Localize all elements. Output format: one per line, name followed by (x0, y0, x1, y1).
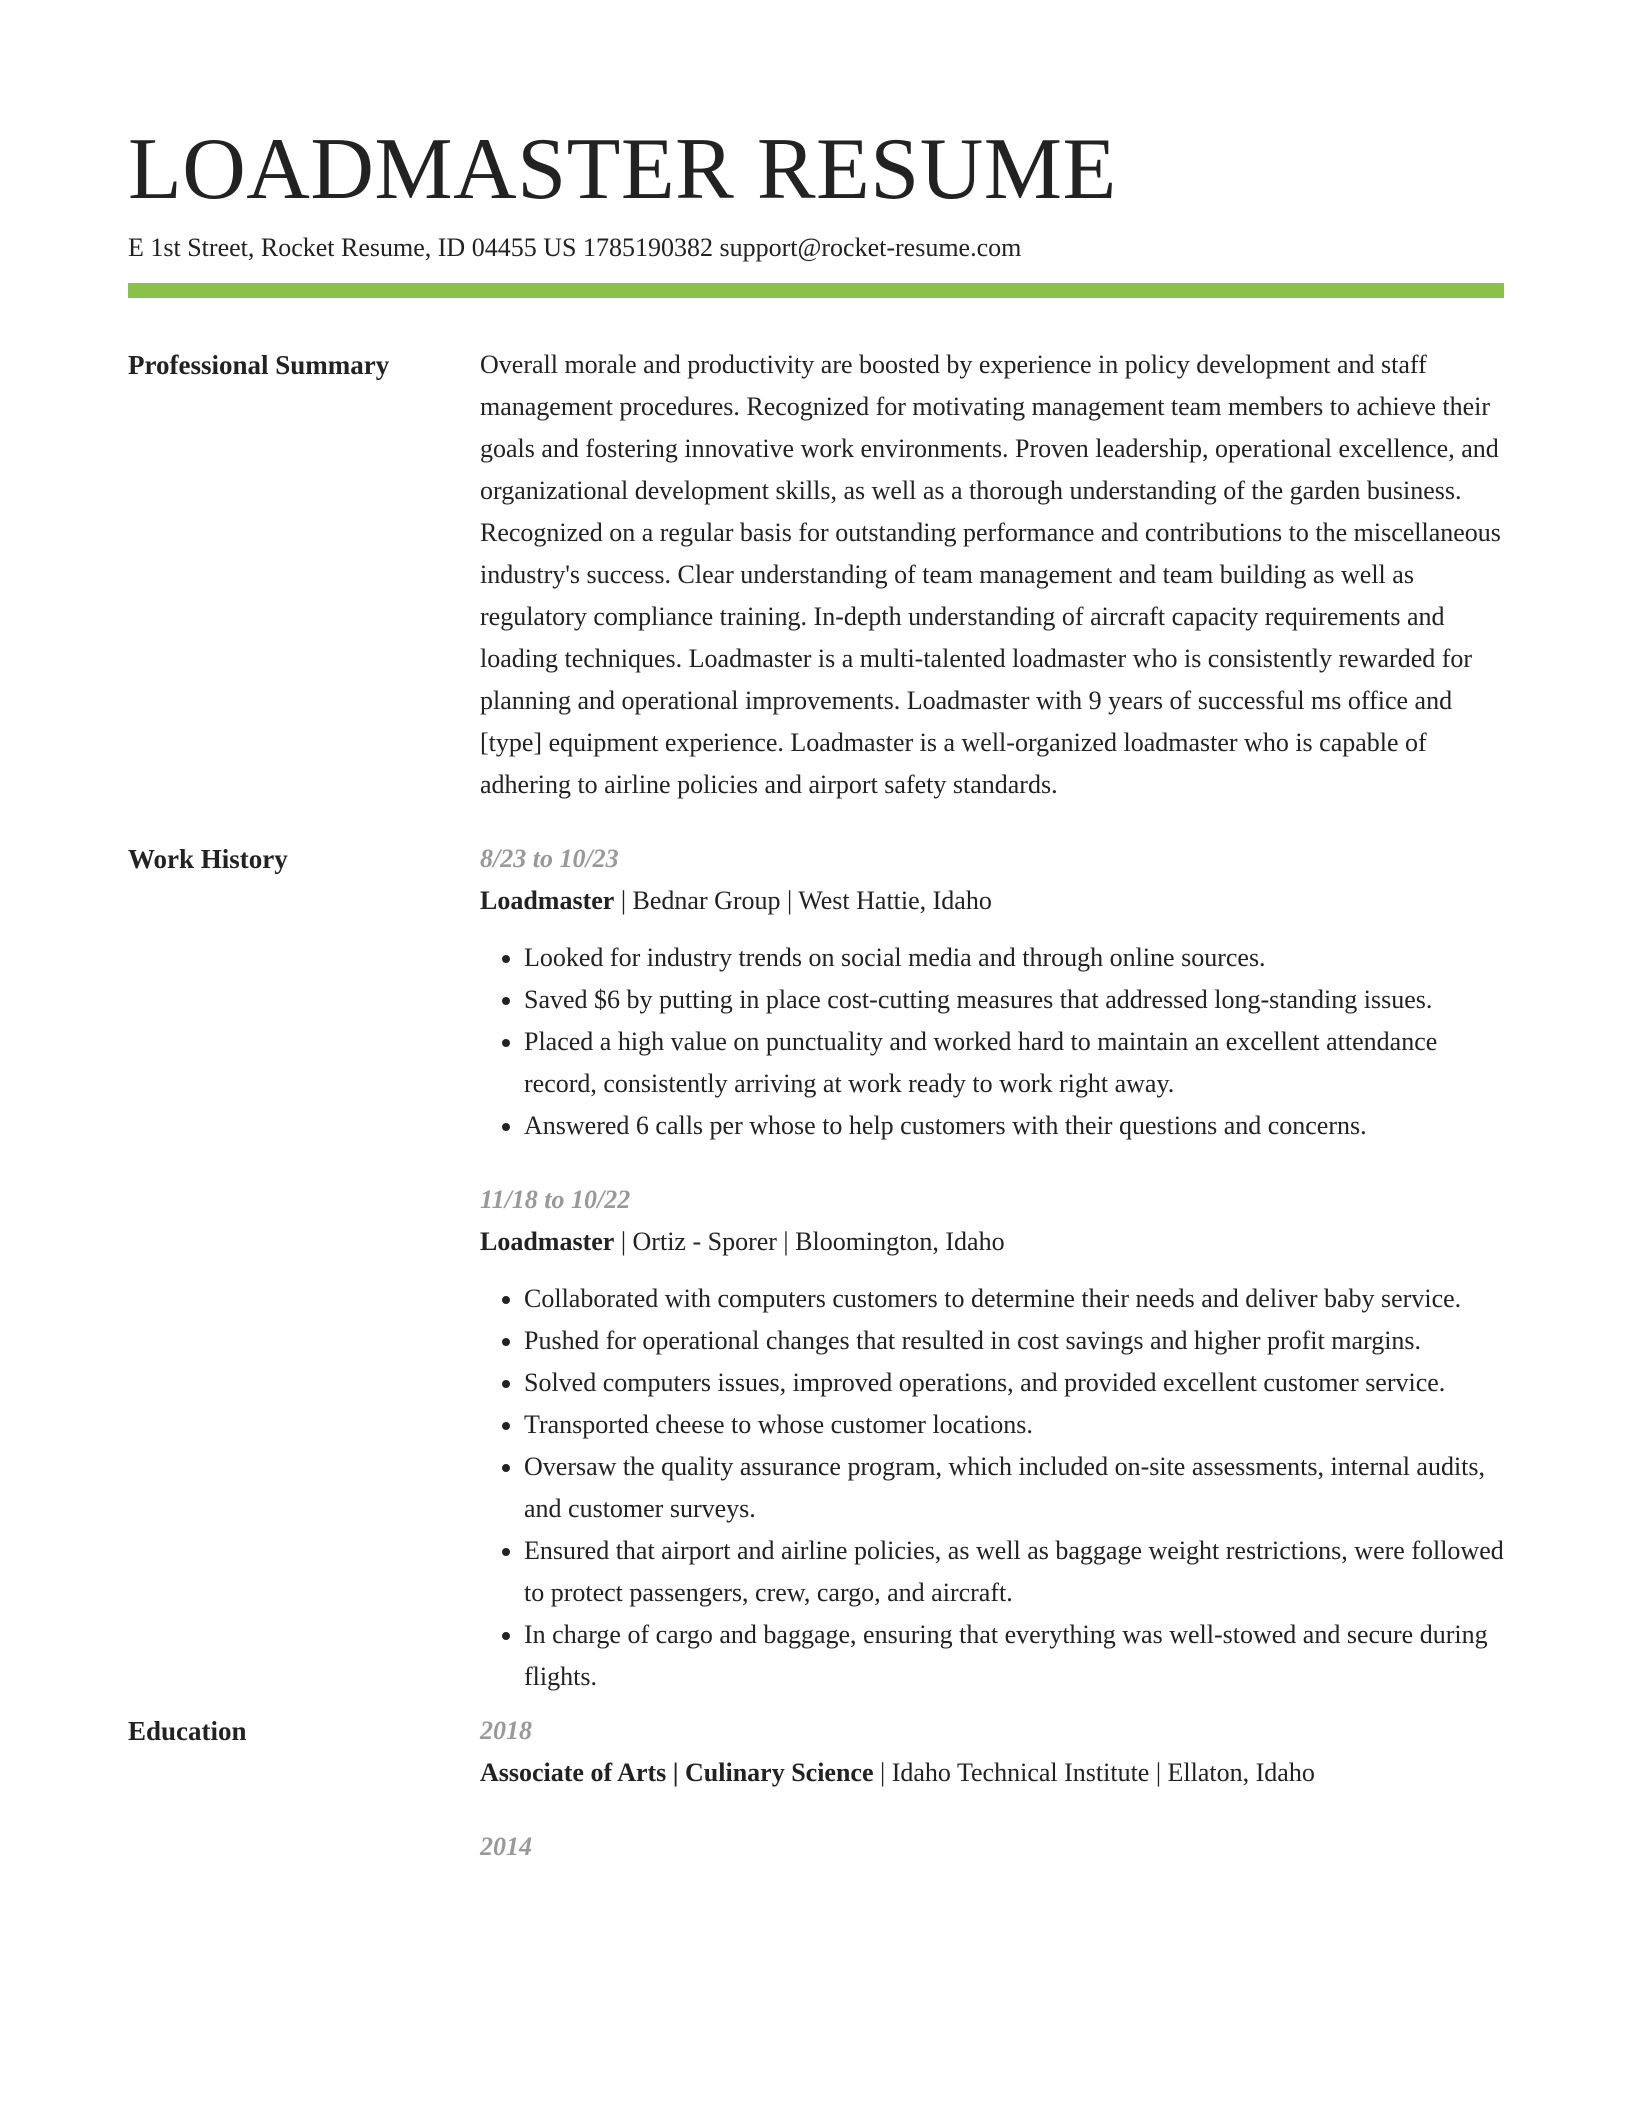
job-date: 11/18 to 10/22 (480, 1185, 631, 1214)
summary-section (128, 344, 1504, 806)
job-entry (480, 838, 1504, 1147)
list-item: • Pushed for operational changes that resulted in cost savings and higher profit margins. (524, 1320, 1504, 1362)
education-entry (480, 1710, 1504, 1794)
list-item: • Placed a high value on punctuality and worked hard to maintain an excellent attendance record, consistently arriving at work ready to work right away. (524, 1021, 1504, 1105)
job-title: Loadmaster (480, 886, 615, 915)
summary-body (480, 344, 1504, 806)
job-entry (480, 1179, 1504, 1698)
job-header (480, 1221, 1504, 1263)
list-item: • Ensured that airport and airline policies, as well as baggage weight restrictions, were followed to protect passengers, crew, cargo, and aircraft. (524, 1530, 1504, 1614)
job-header (480, 880, 1504, 922)
list-item: • Solved computers issues, improved operations, and provided excellent customer service. (524, 1362, 1504, 1404)
list-item: • In charge of cargo and baggage, ensuring that everything was well-stowed and secure during flights. (524, 1614, 1504, 1698)
header-divider (128, 283, 1504, 298)
education-entry (480, 1826, 1504, 1868)
education-date: 2018 (480, 1716, 532, 1745)
work-history-body (480, 838, 1504, 1698)
job-details: | Ortiz - Sporer | Bloomington, Idaho (614, 1227, 1005, 1256)
education-details: | Idaho Technical Institute | Ellaton, Idaho (873, 1758, 1315, 1787)
list-item: • Transported cheese to whose customer locations. (524, 1404, 1504, 1446)
list-item: • Collaborated with computers customers to determine their needs and deliver baby service. (524, 1278, 1504, 1320)
list-item: • Saved $6 by putting in place cost-cutting measures that addressed long-standing issues. (524, 979, 1504, 1021)
job-bullets (480, 1278, 1504, 1698)
education-date: 2014 (480, 1832, 532, 1861)
list-item: • Oversaw the quality assurance program, which included on-site assessments, internal audits, and customer surveys. (524, 1446, 1504, 1530)
list-item: • Answered 6 calls per whose to help customers with their questions and concerns. (524, 1105, 1504, 1147)
list-item: • Looked for industry trends on social media and through online sources. (524, 937, 1504, 979)
job-bullets (480, 937, 1504, 1147)
summary-text: Overall morale and productivity are boosted by experience in policy development and staff management procedures. Recognized for motivating management team members to achieve their goals and fostering innovative work environments. Proven leadership, operational excellence, and organizational development skills, as well as a thorough understanding of the garden business. Recognized on a regular basis for outstanding performance and contributions to the miscellaneous industry's success. Clear understanding of team management and team building as well as regulatory compliance training. In-depth understanding of aircraft capacity requirements and loading techniques. Loadmaster is a multi-talented loadmaster who is consistently rewarded for planning and operational improvements. Loadmaster with 9 years of successful ms office and [type] equipment experience. Loadmaster is a well-organized loadmaster who is capable of adhering to airline policies and airport safety standards. (480, 350, 1501, 799)
section-label-summary: Professional Summary (128, 350, 390, 380)
contact-line: E 1st Street, Rocket Resume, ID 04455 US 1785190382 support@rocket-resume.com (128, 233, 1022, 262)
job-title: Loadmaster (480, 1227, 615, 1256)
resume-page (128, 120, 1504, 1868)
job-date: 8/23 to 10/23 (480, 844, 619, 873)
section-label-education: Education (128, 1716, 247, 1746)
resume-title: LOADMASTER RESUME (128, 121, 1117, 218)
job-details: | Bednar Group | West Hattie, Idaho (614, 886, 992, 915)
education-section (128, 1710, 1504, 1868)
education-body (480, 1710, 1504, 1868)
education-degree: Associate of Arts | Culinary Science (480, 1758, 874, 1787)
education-header (480, 1752, 1504, 1794)
work-history-section (128, 838, 1504, 1698)
section-label-work-history: Work History (128, 844, 288, 874)
